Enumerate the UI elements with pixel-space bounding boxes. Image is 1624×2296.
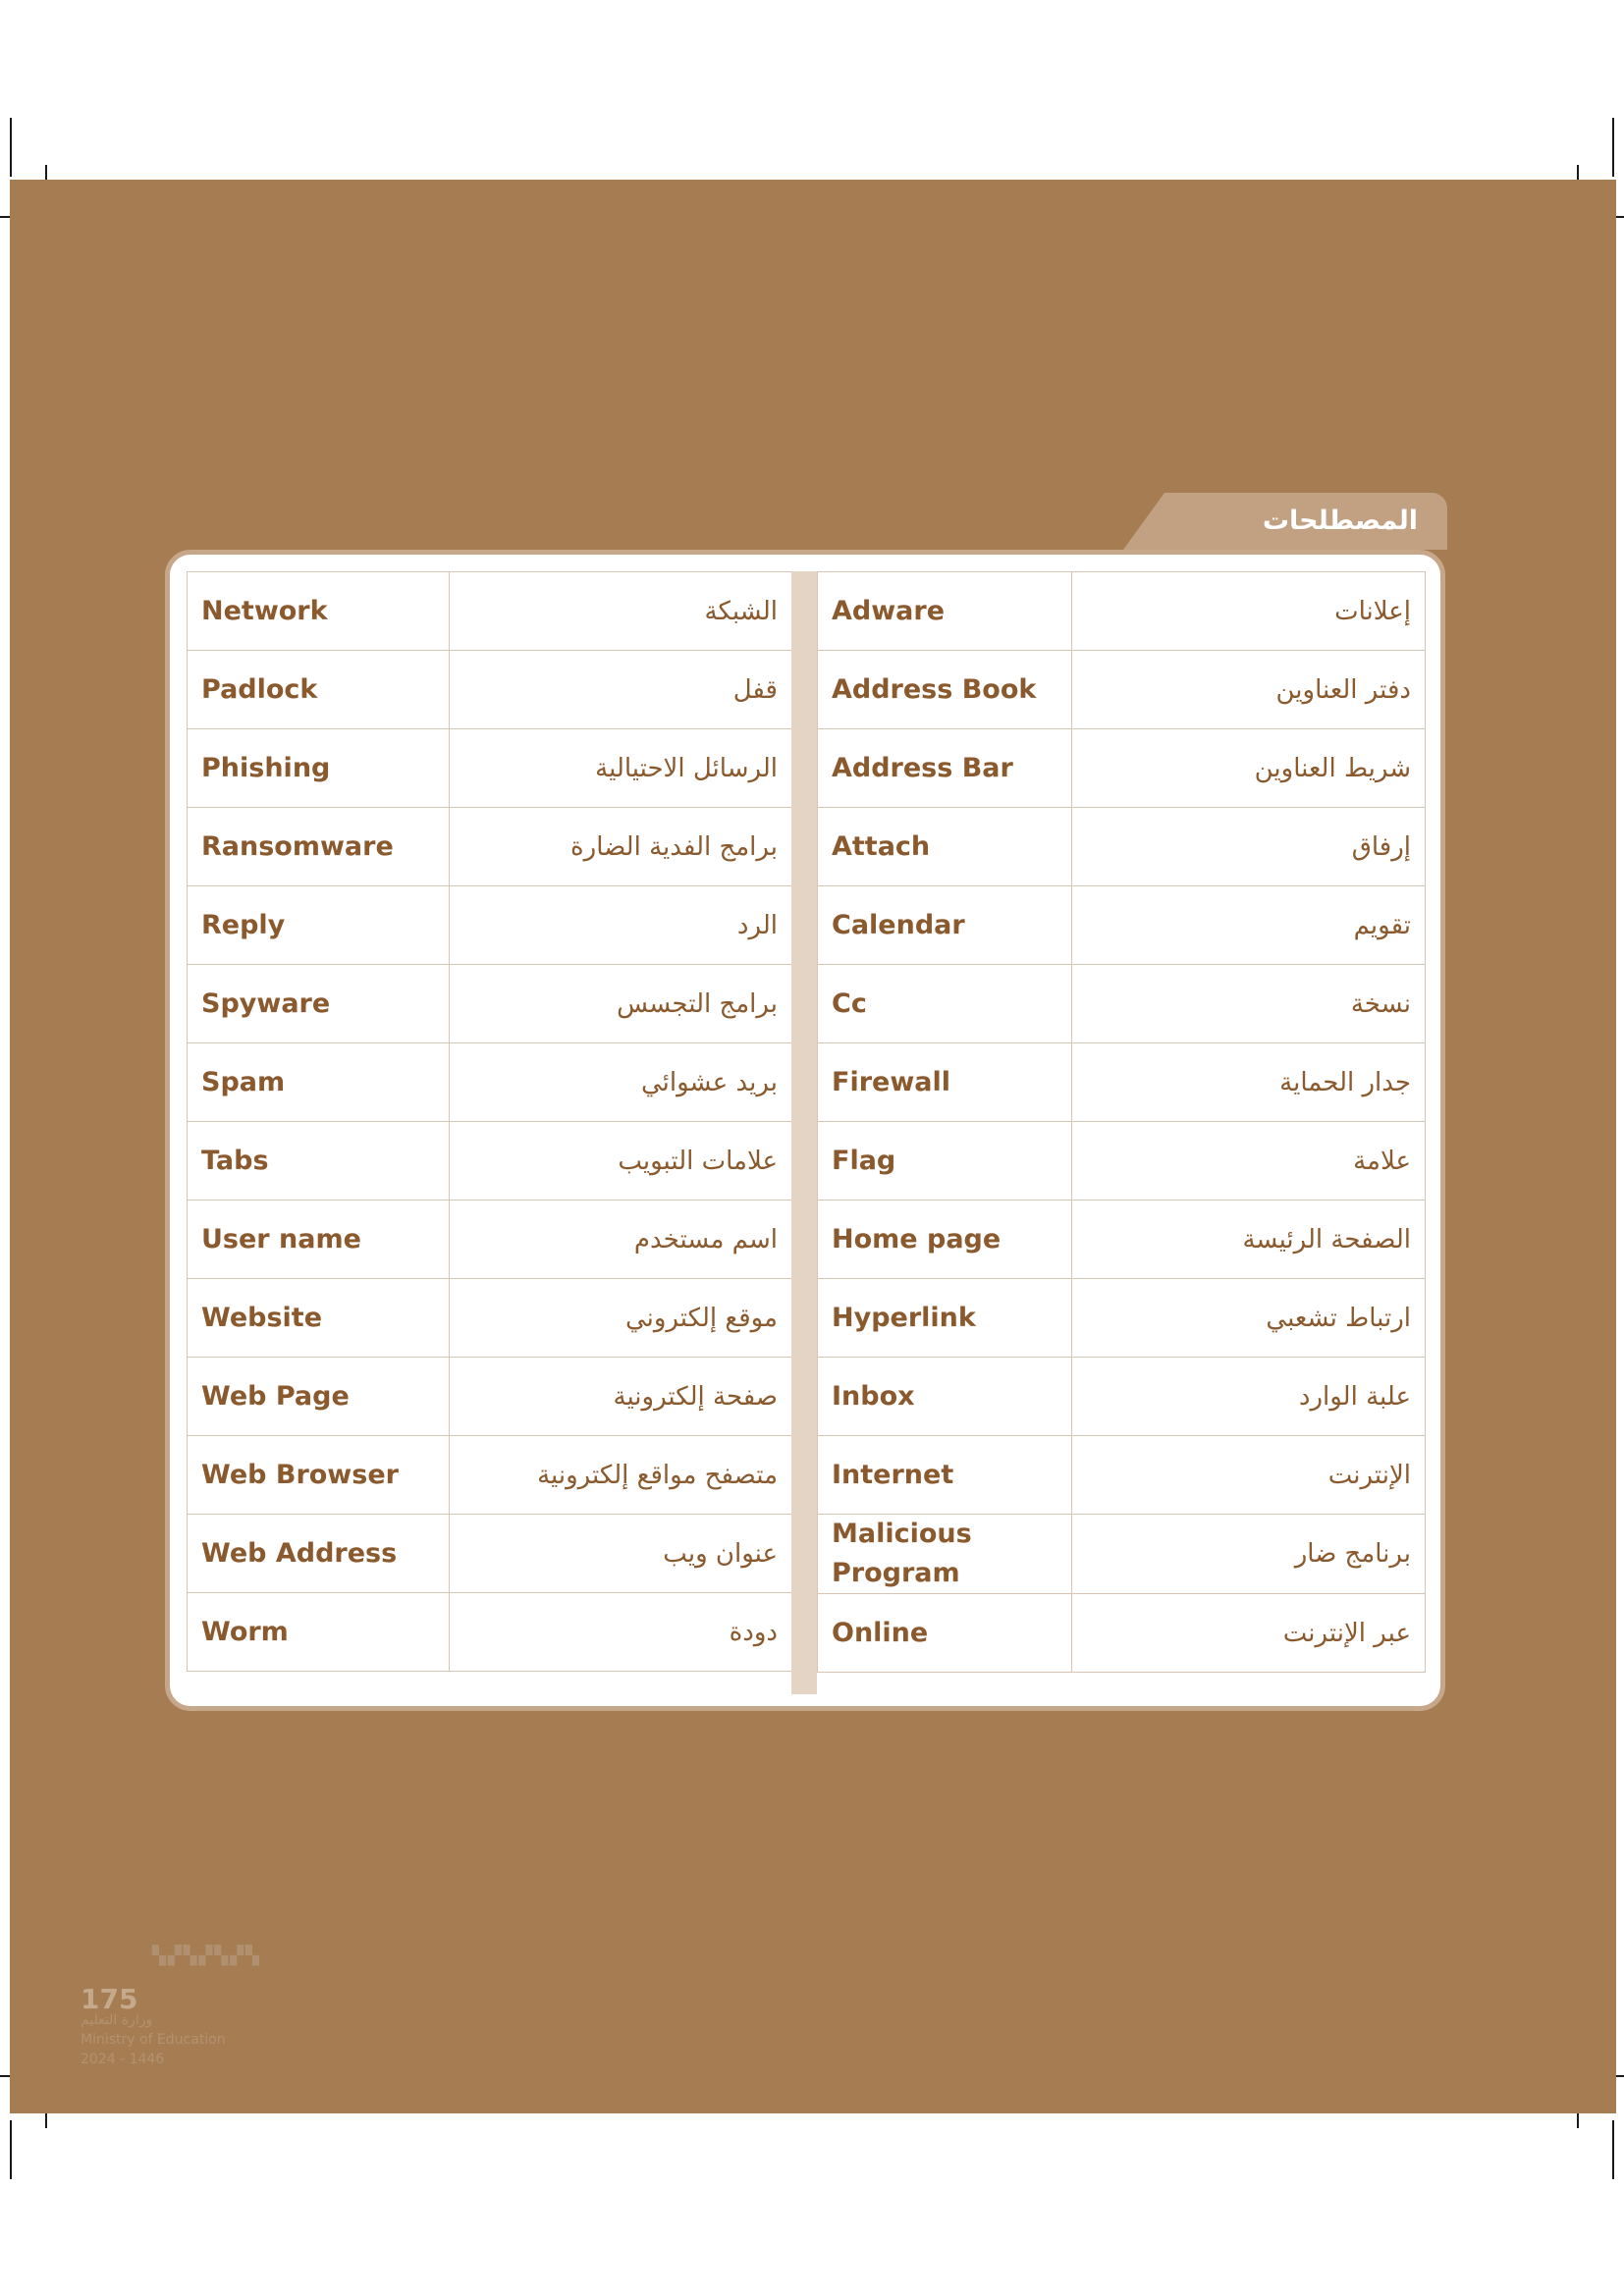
term-english: Worm — [188, 1593, 450, 1672]
term-arabic: الرسائل الاحتيالية — [450, 729, 792, 808]
glossary-row — [188, 1593, 792, 1672]
glossary-row — [188, 1515, 792, 1593]
glossary-row — [818, 1201, 1426, 1279]
term-arabic: دفتر العناوين — [1072, 651, 1426, 729]
term-english: Cc — [818, 965, 1072, 1043]
term-english: Web Page — [188, 1358, 450, 1436]
glossary-row — [188, 729, 792, 808]
glossary-table-right — [817, 571, 1426, 1673]
term-english: Firewall — [818, 1043, 1072, 1122]
glossary-row — [818, 1358, 1426, 1436]
edition-year: 2024 - 1446 — [81, 2052, 165, 2067]
term-arabic: برنامج ضار — [1072, 1515, 1426, 1594]
glossary-row — [818, 1043, 1426, 1122]
term-arabic: شريط العناوين — [1072, 729, 1426, 808]
term-english: Malicious Program — [818, 1515, 1072, 1594]
term-english: Spyware — [188, 965, 450, 1043]
glossary-row — [818, 808, 1426, 886]
crop-mark — [1612, 118, 1614, 177]
glossary-row — [818, 729, 1426, 808]
term-arabic: إرفاق — [1072, 808, 1426, 886]
term-english: Address Book — [818, 651, 1072, 729]
term-english: Web Address — [188, 1515, 450, 1593]
term-arabic: الصفحة الرئيسة — [1072, 1201, 1426, 1279]
term-arabic: عنوان ويب — [450, 1515, 792, 1593]
glossary-row — [188, 965, 792, 1043]
term-english: Calendar — [818, 886, 1072, 965]
ministry-name-ar: وزارة التعليم — [81, 2012, 153, 2028]
column-divider — [791, 571, 817, 1694]
term-arabic: موقع إلكتروني — [450, 1279, 792, 1358]
crop-mark — [1612, 2120, 1614, 2179]
section-title: المصطلحات — [1262, 506, 1418, 536]
ministry-name-en: Ministry of Education — [81, 2032, 226, 2048]
term-arabic: نسخة — [1072, 965, 1426, 1043]
term-english: Home page — [818, 1201, 1072, 1279]
term-arabic: برامج التجسس — [450, 965, 792, 1043]
term-english: Spam — [188, 1043, 450, 1122]
glossary-row — [818, 572, 1426, 651]
glossary-row — [818, 1594, 1426, 1673]
crop-mark — [10, 2120, 12, 2179]
term-arabic: الرد — [450, 886, 792, 965]
term-arabic: علامة — [1072, 1122, 1426, 1201]
glossary-row — [188, 886, 792, 965]
term-english: Internet — [818, 1436, 1072, 1515]
term-english: Website — [188, 1279, 450, 1358]
glossary-row — [818, 965, 1426, 1043]
term-arabic: اسم مستخدم — [450, 1201, 792, 1279]
term-english: Phishing — [188, 729, 450, 808]
term-english: User name — [188, 1201, 450, 1279]
term-english: Address Bar — [818, 729, 1072, 808]
term-arabic: عبر الإنترنت — [1072, 1594, 1426, 1673]
term-english: Attach — [818, 808, 1072, 886]
term-arabic: علبة الوارد — [1072, 1358, 1426, 1436]
glossary-row — [818, 651, 1426, 729]
glossary-row — [188, 1201, 792, 1279]
glossary-row — [818, 886, 1426, 965]
term-arabic: الشبكة — [450, 572, 792, 651]
term-english: Adware — [818, 572, 1072, 651]
crop-mark — [10, 118, 12, 177]
term-arabic: برامج الفدية الضارة — [450, 808, 792, 886]
term-arabic: قفل — [450, 651, 792, 729]
glossary-row — [188, 1279, 792, 1358]
term-arabic: علامات التبويب — [450, 1122, 792, 1201]
term-arabic: بريد عشوائي — [450, 1043, 792, 1122]
glossary-table-left — [187, 571, 792, 1672]
term-arabic: الإنترنت — [1072, 1436, 1426, 1515]
glossary-row — [188, 1436, 792, 1515]
term-arabic: جدار الحماية — [1072, 1043, 1426, 1122]
glossary-row — [188, 572, 792, 651]
term-arabic: دودة — [450, 1593, 792, 1672]
term-english: Flag — [818, 1122, 1072, 1201]
term-english: Network — [188, 572, 450, 651]
glossary-row — [188, 1358, 792, 1436]
term-arabic: ارتباط تشعبي — [1072, 1279, 1426, 1358]
term-english: Online — [818, 1594, 1072, 1673]
term-english: Ransomware — [188, 808, 450, 886]
glossary-row — [818, 1515, 1426, 1594]
term-english: Hyperlink — [818, 1279, 1072, 1358]
glossary-row — [818, 1122, 1426, 1201]
glossary-row — [188, 1122, 792, 1201]
glossary-row — [818, 1279, 1426, 1358]
term-english: Inbox — [818, 1358, 1072, 1436]
term-arabic: متصفح مواقع إلكترونية — [450, 1436, 792, 1515]
term-english: Web Browser — [188, 1436, 450, 1515]
term-arabic: إعلانات — [1072, 572, 1426, 651]
ministry-logo: ▚▞▚▞▚▞▚ — [152, 1946, 261, 1966]
glossary-row — [818, 1436, 1426, 1515]
glossary-row — [188, 808, 792, 886]
term-arabic: صفحة إلكترونية — [450, 1358, 792, 1436]
term-english: Reply — [188, 886, 450, 965]
term-english: Padlock — [188, 651, 450, 729]
term-english: Tabs — [188, 1122, 450, 1201]
glossary-row — [188, 1043, 792, 1122]
glossary-row — [188, 651, 792, 729]
page-number: 175 — [81, 1983, 138, 2015]
term-arabic: تقويم — [1072, 886, 1426, 965]
